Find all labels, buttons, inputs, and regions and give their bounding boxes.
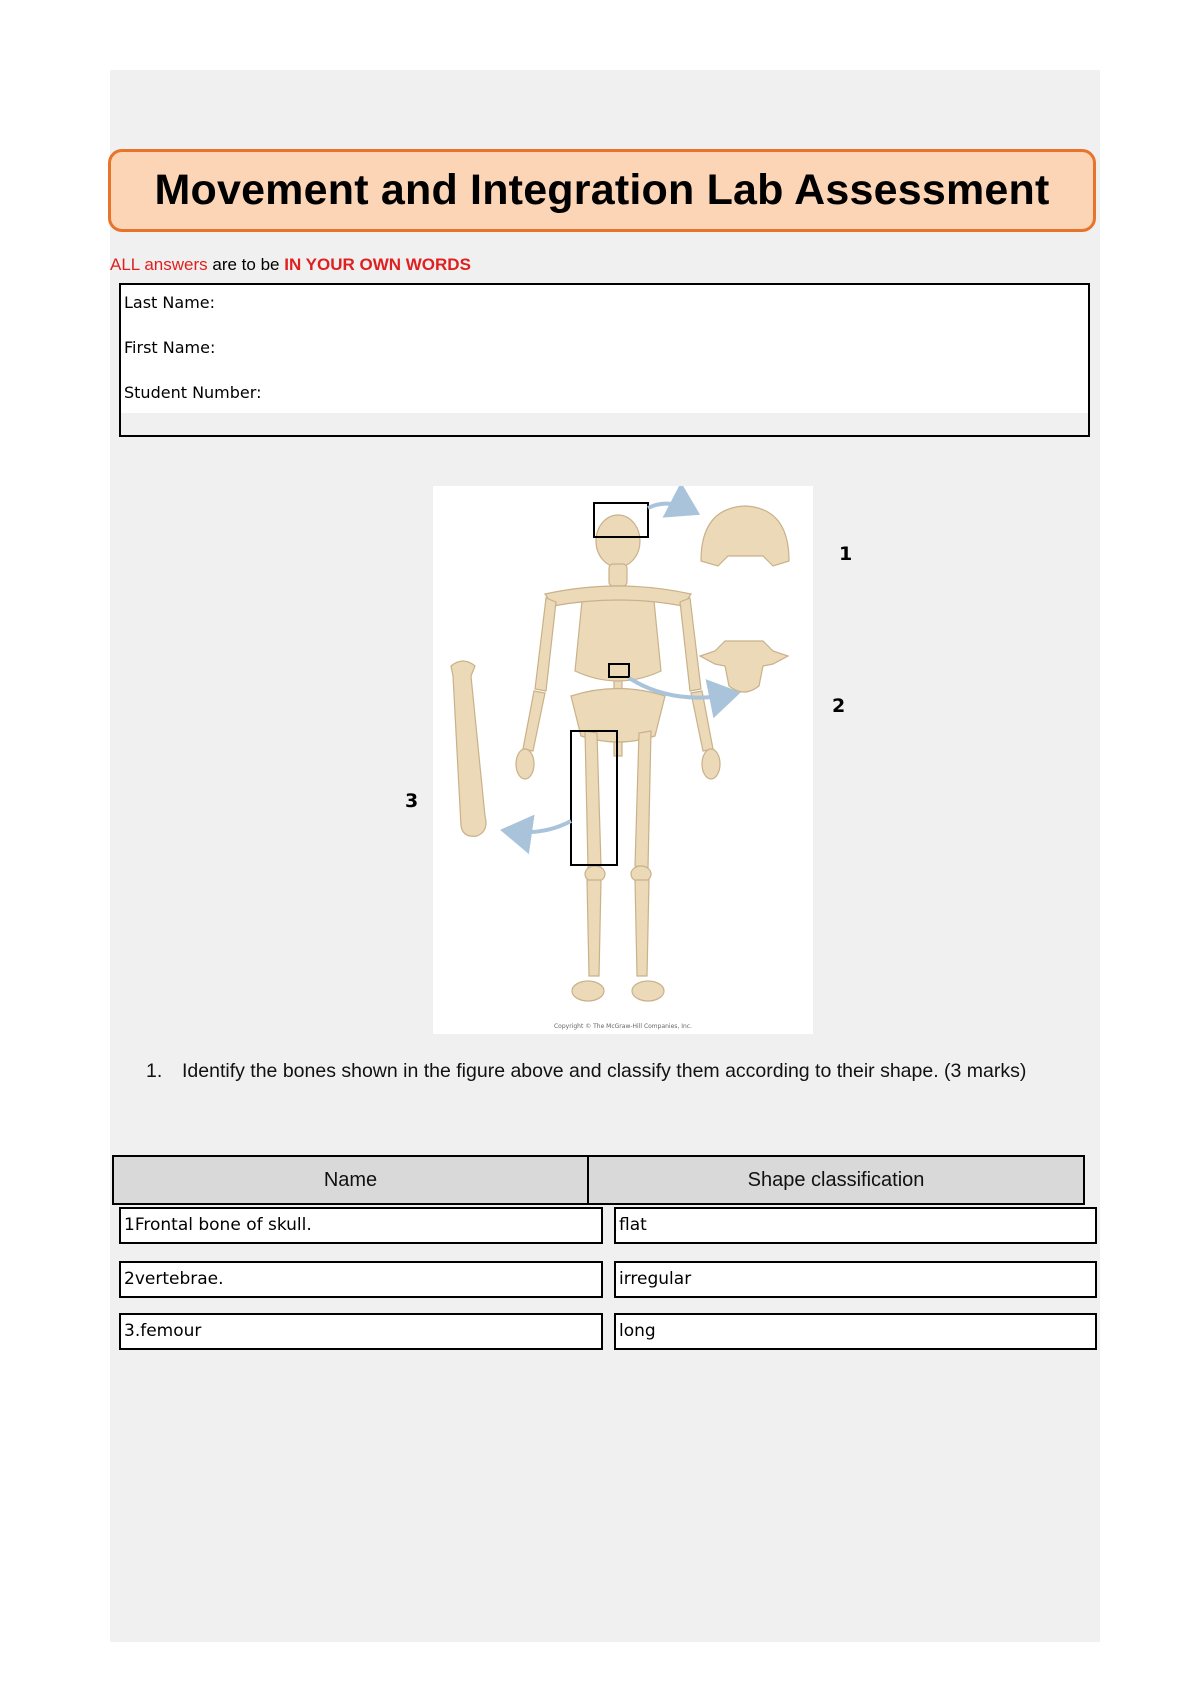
figure-label-2: 2 — [832, 695, 846, 717]
answer-name-3[interactable]: 3.femour — [119, 1313, 603, 1350]
instruction-are-to-be: are to be — [207, 255, 285, 274]
answer-name-2[interactable]: 2vertebrae. — [119, 1261, 603, 1298]
question-text: Identify the bones shown in the figure above and classify them according to their shape. (3 marks) — [182, 1060, 1027, 1082]
femur-shape — [451, 661, 486, 836]
skeleton-illustration — [433, 486, 813, 1034]
skeleton-figure — [433, 486, 813, 1034]
figure-label-1: 1 — [839, 543, 853, 565]
answer-shape-2[interactable]: irregular — [614, 1261, 1097, 1298]
answer-name-1[interactable]: 1Frontal bone of skull. — [119, 1207, 603, 1244]
student-box-shading — [121, 413, 1088, 435]
student-info-box — [119, 283, 1090, 437]
title-banner — [108, 149, 1096, 232]
student-number-field[interactable]: Student Number: — [124, 383, 262, 402]
answer-shape-1[interactable]: flat — [614, 1207, 1097, 1244]
figure-label-3: 3 — [405, 790, 419, 812]
question-number: 1. — [146, 1060, 163, 1082]
frontal-bone-shape — [701, 506, 789, 566]
answer-shape-3[interactable]: long — [614, 1313, 1097, 1350]
instruction-all-answers: ALL answers — [110, 255, 208, 274]
last-name-field[interactable]: Last Name: — [124, 293, 216, 312]
skull-shape — [596, 515, 640, 567]
instruction-own-words: IN YOUR OWN WORDS — [284, 255, 471, 274]
page-title: Movement and Integration Lab Assessment — [154, 166, 1050, 214]
figure-copyright: Copyright © The McGraw-Hill Companies, Inc. — [553, 1023, 693, 1030]
first-name-field[interactable]: First Name: — [124, 338, 216, 357]
instruction-line — [110, 255, 471, 275]
vertebra-shape — [700, 641, 788, 692]
table-header-name: Name — [112, 1155, 589, 1205]
table-header-shape: Shape classification — [587, 1155, 1085, 1205]
